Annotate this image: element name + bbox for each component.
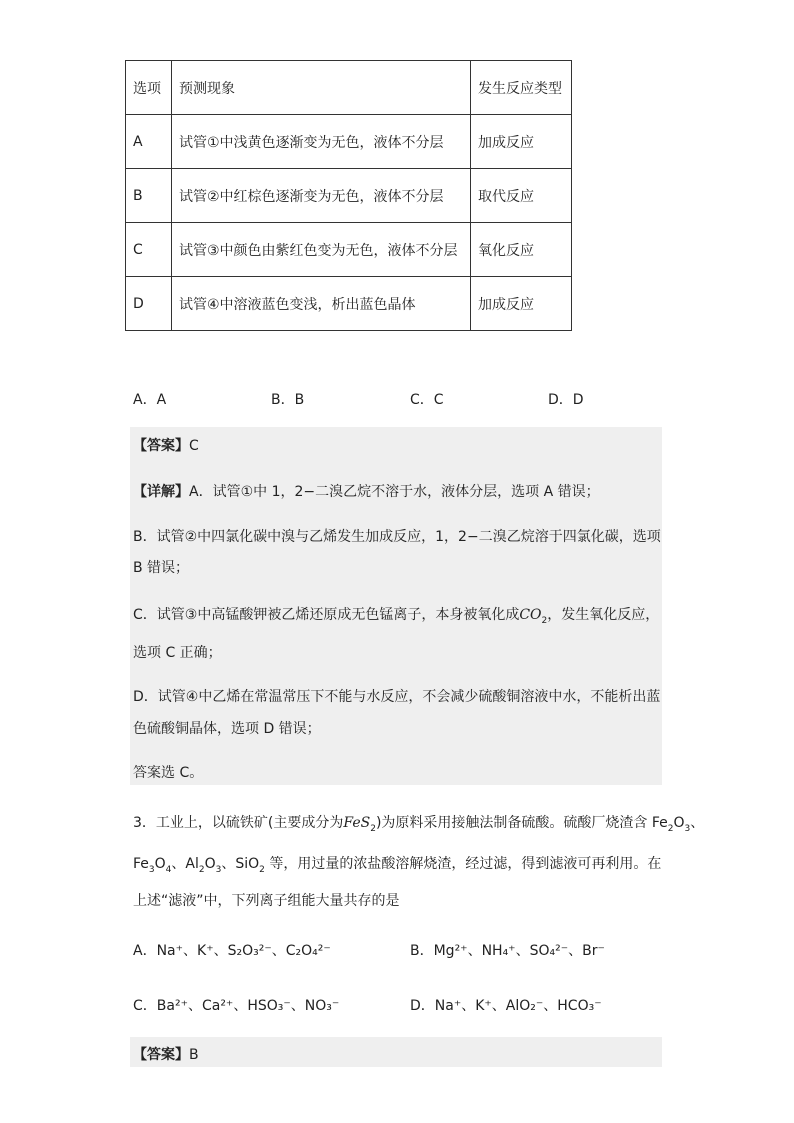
table-cell: 试管④中溶液蓝色变浅，析出蓝色晶体	[172, 277, 471, 331]
explanation-d1: D．试管④中乙烯在常温常压下不能与水反应，不会减少硫酸铜溶液中水，不能析出蓝	[133, 689, 661, 705]
option-3a: A．Na⁺、K⁺、S₂O₃²⁻、C₂O₄²⁻	[133, 943, 331, 959]
choice-b: B．B	[271, 392, 305, 408]
question-text: )为原料采用接触法制备硫酸。硫酸厂烧渣含 Fe	[375, 815, 668, 831]
table-cell: 氧化反应	[471, 223, 572, 277]
explanation-text: ，发生氧化反应，	[547, 607, 660, 623]
chem-subscript: 2	[198, 864, 205, 875]
chem-subscript: 3	[148, 864, 155, 875]
table-row	[126, 115, 572, 169]
table-cell: 试管②中红棕色逐渐变为无色，液体不分层	[172, 169, 471, 223]
option-3d: D．Na⁺、K⁺、AlO₂⁻、HCO₃⁻	[410, 998, 602, 1014]
chem-formula: FeS	[343, 815, 371, 831]
explanation-b2: B 错误；	[133, 560, 190, 576]
question-text: O	[204, 856, 216, 872]
question-3-line-1	[133, 812, 704, 834]
table-cell: 试管①中浅黄色逐渐变为无色，液体不分层	[172, 115, 471, 169]
answer-label: 【答案】	[133, 1047, 189, 1063]
question-text: 等，用过量的浓盐酸溶解烧渣，经过滤，得到滤液可再利用。在	[264, 856, 662, 872]
choice-d: D．D	[548, 392, 584, 408]
chem-subscript: 3	[684, 823, 691, 834]
chem-subscript: 4	[165, 864, 172, 875]
explanation-b1: B．试管②中四氯化碳中溴与乙烯发生加成反应，1，2−二溴乙烷溶于四氯化碳，选项	[133, 529, 661, 545]
explanation-c2: 选项 C 正确；	[133, 645, 222, 661]
answer-2-block	[130, 1037, 662, 1067]
answer-value: C	[189, 438, 199, 454]
answer-1	[133, 435, 199, 455]
question-text: Fe	[133, 856, 149, 872]
explanation-a	[133, 481, 600, 501]
explanation-d2: 色硫酸铜晶体，选项 D 错误；	[133, 721, 321, 737]
chem-subscript: 2	[667, 823, 674, 834]
question-text: O	[673, 815, 685, 831]
question-text: 、SiO	[221, 856, 260, 872]
chem-subscript: 2	[541, 615, 548, 626]
table-cell: A	[126, 115, 172, 169]
choice-a: A．A	[133, 392, 167, 408]
question-text: 3．工业上，以硫铁矿(主要成分为	[133, 815, 344, 831]
question-3-line-3: 上述“滤液”中，下列离子组能大量共存的是	[133, 893, 400, 909]
explanation-c1	[133, 604, 659, 626]
chem-formula: CO	[519, 607, 542, 623]
explanation-end: 答案选 C。	[133, 765, 204, 781]
option-3c: C．Ba²⁺、Ca²⁺、HSO₃⁻、NO₃⁻	[133, 998, 340, 1014]
question-3-line-2	[133, 853, 661, 875]
table-header: 发生反应类型	[471, 61, 572, 115]
chem-subscript: 3	[215, 864, 222, 875]
table-header: 预测现象	[172, 61, 471, 115]
chem-subscript: 2	[370, 823, 376, 834]
chem-subscript: 2	[259, 864, 265, 875]
answer-value: B	[189, 1047, 199, 1063]
question-text: O	[154, 856, 166, 872]
table-cell: 试管③中颜色由紫红色变为无色，液体不分层	[172, 223, 471, 277]
table-header-row	[126, 61, 572, 115]
table-row	[126, 169, 572, 223]
choice-c: C．C	[410, 392, 444, 408]
table-cell: 加成反应	[471, 115, 572, 169]
option-3b: B．Mg²⁺、NH₄⁺、SO₄²⁻、Br⁻	[410, 943, 605, 959]
answer-label: 【答案】	[133, 438, 189, 454]
table-row	[126, 277, 572, 331]
question-text: 、Al	[171, 856, 199, 872]
table-header: 选项	[126, 61, 172, 115]
table-cell: 加成反应	[471, 277, 572, 331]
table-cell: C	[126, 223, 172, 277]
question-text: 、	[690, 815, 705, 831]
table-row	[126, 223, 572, 277]
explanation-text: A．试管①中 1，2−二溴乙烷不溶于水，液体分层，选项 A 错误；	[189, 484, 600, 500]
table-cell: B	[126, 169, 172, 223]
options-table	[125, 60, 572, 331]
table-cell: 取代反应	[471, 169, 572, 223]
explanation-label: 【详解】	[133, 484, 189, 500]
table-cell: D	[126, 277, 172, 331]
explanation-text: C．试管③中高锰酸钾被乙烯还原成无色锰离子，本身被氧化成	[133, 607, 520, 623]
answer-2	[133, 1044, 199, 1064]
